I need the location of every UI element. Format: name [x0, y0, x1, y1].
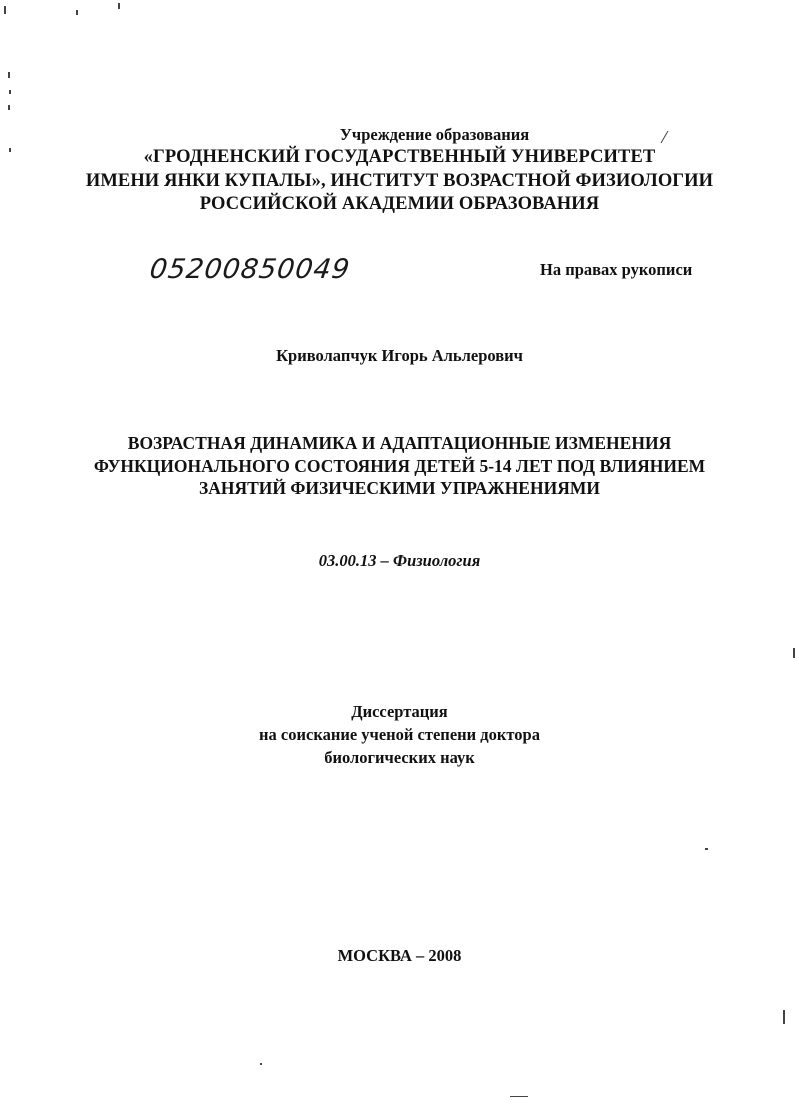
scan-mark: [705, 848, 708, 850]
author-name: Криволапчук Игорь Альлерович: [276, 346, 523, 365]
dissertation-title-line-1: ВОЗРАСТНАЯ ДИНАМИКА И АДАПТАЦИОННЫЕ ИЗМЕНЕНИЯ: [127, 433, 672, 453]
scan-mark: [510, 1096, 528, 1097]
manuscript-note: На правах рукописи: [540, 260, 693, 279]
institution-line-3: РОССИЙСКОЙ АКАДЕМИИ ОБРАЗОВАНИЯ: [199, 194, 600, 214]
institution-type: Учреждение образования: [339, 125, 530, 144]
scan-mark: [8, 72, 10, 78]
registration-number: 05200850049: [147, 254, 353, 285]
scan-mark: [260, 1063, 262, 1065]
scan-mark: [4, 6, 6, 14]
scan-mark: [76, 10, 78, 15]
scan-mark: [118, 3, 120, 9]
scan-mark: [9, 90, 11, 94]
specialty: 03.00.13 – Физиология: [318, 551, 481, 570]
degree-line-2: на соискание ученой степени доктора: [259, 725, 540, 744]
dissertation-title-line-2: ФУНКЦИОНАЛЬНОГО СОСТОЯНИЯ ДЕТЕЙ 5-14 ЛЕТ ПОД ВЛИЯНИЕМ: [93, 456, 706, 476]
degree-line-3: биологических наук: [324, 748, 475, 767]
dissertation-title-line-3: ЗАНЯТИЙ ФИЗИЧЕСКИМИ УПРАЖНЕНИЯМИ: [199, 478, 600, 498]
scan-mark: [793, 648, 795, 658]
scan-mark: [8, 105, 10, 110]
degree-line-1: Диссертация: [351, 702, 448, 721]
institution-line-2: ИМЕНИ ЯНКИ КУПАЛЫ», ИНСТИТУТ ВОЗРАСТНОЙ ФИЗИОЛОГИИ: [85, 171, 714, 191]
scan-mark: [783, 1010, 785, 1024]
institution-line-1: «ГРОДНЕНСКИЙ ГОСУДАРСТВЕННЫЙ УНИВЕРСИТЕТ: [143, 147, 656, 167]
place-year: МОСКВА – 2008: [337, 946, 462, 965]
